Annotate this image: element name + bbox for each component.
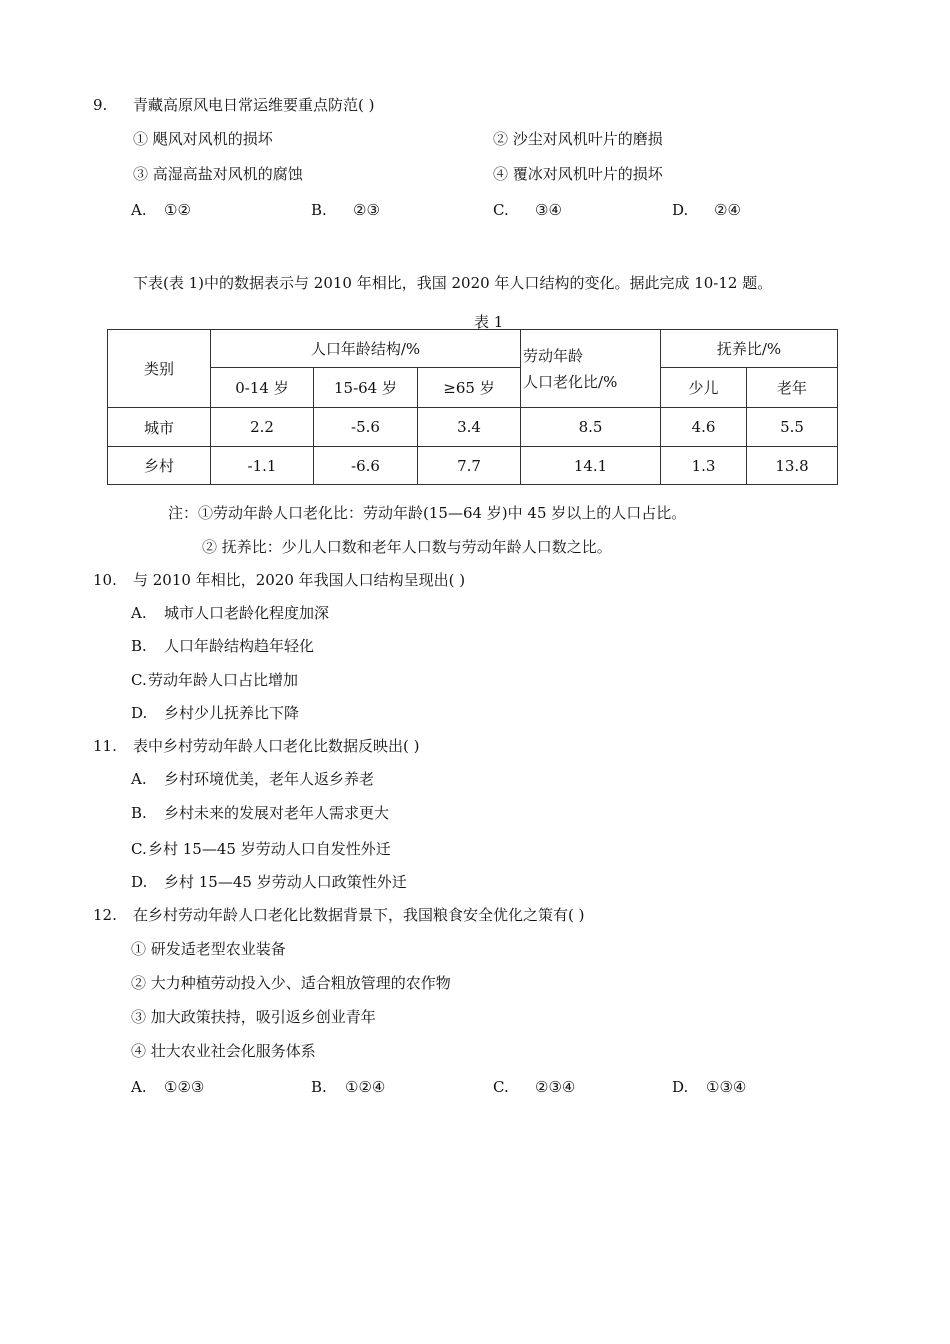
cell-labor-aging: 14.1 [521, 447, 661, 485]
question-11-option-b-letter: B. [131, 804, 147, 822]
cell-age-65-plus: 3.4 [418, 408, 521, 447]
question-9-number: 9. [93, 96, 108, 114]
cell-child-dependency: 1.3 [661, 447, 747, 485]
question-9-choice-c-letter: C. [493, 201, 509, 219]
question-10-option-a-letter: A. [131, 604, 147, 622]
header-labor-line-2: 人口老化比/% [523, 372, 618, 391]
question-10-option-d-letter: D. [131, 704, 148, 722]
question-10-option-b-letter: B. [131, 637, 147, 655]
question-12-choice-c: ②③④ [535, 1078, 576, 1096]
header-old-dependency: 老年 [747, 368, 838, 408]
table-caption: 表 1 [474, 313, 504, 331]
table-row-rural [108, 447, 838, 485]
cell-category: 乡村 [108, 447, 211, 485]
question-11-number: 11. [93, 737, 117, 755]
cell-old-dependency: 13.8 [747, 447, 838, 485]
cell-category: 城市 [108, 408, 211, 447]
question-9-stem: 青藏高原风电日常运维要重点防范( ) [133, 96, 375, 114]
header-age-0-14: 0-14 岁 [211, 368, 314, 408]
question-10-number: 10. [93, 571, 117, 589]
question-12-choice-d-letter: D. [672, 1078, 689, 1096]
question-11-option-a-letter: A. [131, 770, 147, 788]
question-9-choice-d: ②④ [714, 201, 741, 219]
question-9-choice-d-letter: D. [672, 201, 689, 219]
question-12-choice-a-letter: A. [131, 1078, 147, 1096]
question-12-stem: 在乡村劳动年龄人口老化比数据背景下，我国粮食安全优化之策有( ) [133, 906, 585, 924]
header-labor-aging-ratio [521, 330, 661, 408]
question-12-item-3: ③ 加大政策扶持，吸引返乡创业青年 [131, 1008, 376, 1026]
question-10-option-c: 劳动年龄人口占比增加 [148, 671, 299, 689]
question-12-choice-b-letter: B. [311, 1078, 327, 1096]
question-11-stem: 表中乡村劳动年龄人口老化比数据反映出( ) [133, 737, 420, 755]
question-9-choice-b-letter: B. [311, 201, 327, 219]
question-9-choice-c: ③④ [535, 201, 562, 219]
header-category: 类别 [108, 330, 211, 408]
question-12-item-2: ② 大力种植劳动投入少、适合粗放管理的农作物 [131, 974, 451, 992]
cell-labor-aging: 8.5 [521, 408, 661, 447]
question-10-stem: 与 2010 年相比，2020 年我国人口结构呈现出( ) [133, 571, 466, 589]
question-9-statement-4: ④ 覆冰对风机叶片的损坏 [493, 165, 663, 183]
question-11-option-a: 乡村环境优美，老年人返乡养老 [164, 770, 375, 788]
question-9-statement-1: ① 飓风对风机的损坏 [133, 130, 273, 148]
question-11-option-c-letter: C. [131, 840, 147, 858]
cell-old-dependency: 5.5 [747, 408, 838, 447]
cell-age-0-14: -1.1 [211, 447, 314, 485]
table-intro-text: 下表(表 1)中的数据表示与 2010 年相比，我国 2020 年人口结构的变化。据此完成 10-12 题。 [133, 274, 773, 292]
question-11-option-c: 乡村 15—45 岁劳动人口自发性外迁 [148, 840, 391, 858]
question-10-option-d: 乡村少儿抚养比下降 [164, 704, 300, 722]
question-12-choice-d: ①③④ [706, 1078, 747, 1096]
cell-age-0-14: 2.2 [211, 408, 314, 447]
question-9-statement-3: ③ 高湿高盐对风机的腐蚀 [133, 165, 303, 183]
question-10-option-a: 城市人口老龄化程度加深 [164, 604, 330, 622]
question-12-number: 12. [93, 906, 117, 924]
table-note-2: ② 抚养比：少儿人口数和老年人口数与劳动年龄人口数之比。 [202, 538, 612, 556]
header-age-structure: 人口年龄结构/% [211, 330, 521, 368]
header-age-65-plus: ≥65 岁 [418, 368, 521, 408]
cell-age-15-64: -5.6 [314, 408, 418, 447]
question-9-choice-b: ②③ [353, 201, 380, 219]
header-child-dependency: 少儿 [661, 368, 747, 408]
table-row-urban [108, 408, 838, 447]
question-11-option-d-letter: D. [131, 873, 148, 891]
question-9-choice-a: ①② [164, 201, 191, 219]
question-12-choice-c-letter: C. [493, 1078, 509, 1096]
cell-age-15-64: -6.6 [314, 447, 418, 485]
question-9-statement-2: ② 沙尘对风机叶片的磨损 [493, 130, 663, 148]
question-10-option-c-letter: C. [131, 671, 147, 689]
population-structure-table [107, 329, 838, 485]
question-12-item-1: ① 研发适老型农业装备 [131, 940, 286, 958]
question-12-choice-b: ①②④ [345, 1078, 386, 1096]
cell-age-65-plus: 7.7 [418, 447, 521, 485]
question-12-choice-a: ①②③ [164, 1078, 205, 1096]
header-labor-line-1: 劳动年龄 [523, 346, 584, 365]
question-11-option-d: 乡村 15—45 岁劳动人口政策性外迁 [164, 873, 407, 891]
question-9-choice-a-letter: A. [131, 201, 147, 219]
header-dependency-ratio: 抚养比/% [661, 330, 838, 368]
question-11-option-b: 乡村未来的发展对老年人需求更大 [164, 804, 390, 822]
table-note-1: 注：①劳动年龄人口老化比：劳动年龄(15—64 岁)中 45 岁以上的人口占比。 [168, 504, 687, 522]
header-age-15-64: 15-64 岁 [314, 368, 418, 408]
question-10-option-b: 人口年龄结构趋年轻化 [164, 637, 315, 655]
cell-child-dependency: 4.6 [661, 408, 747, 447]
question-12-item-4: ④ 壮大农业社会化服务体系 [131, 1042, 316, 1060]
